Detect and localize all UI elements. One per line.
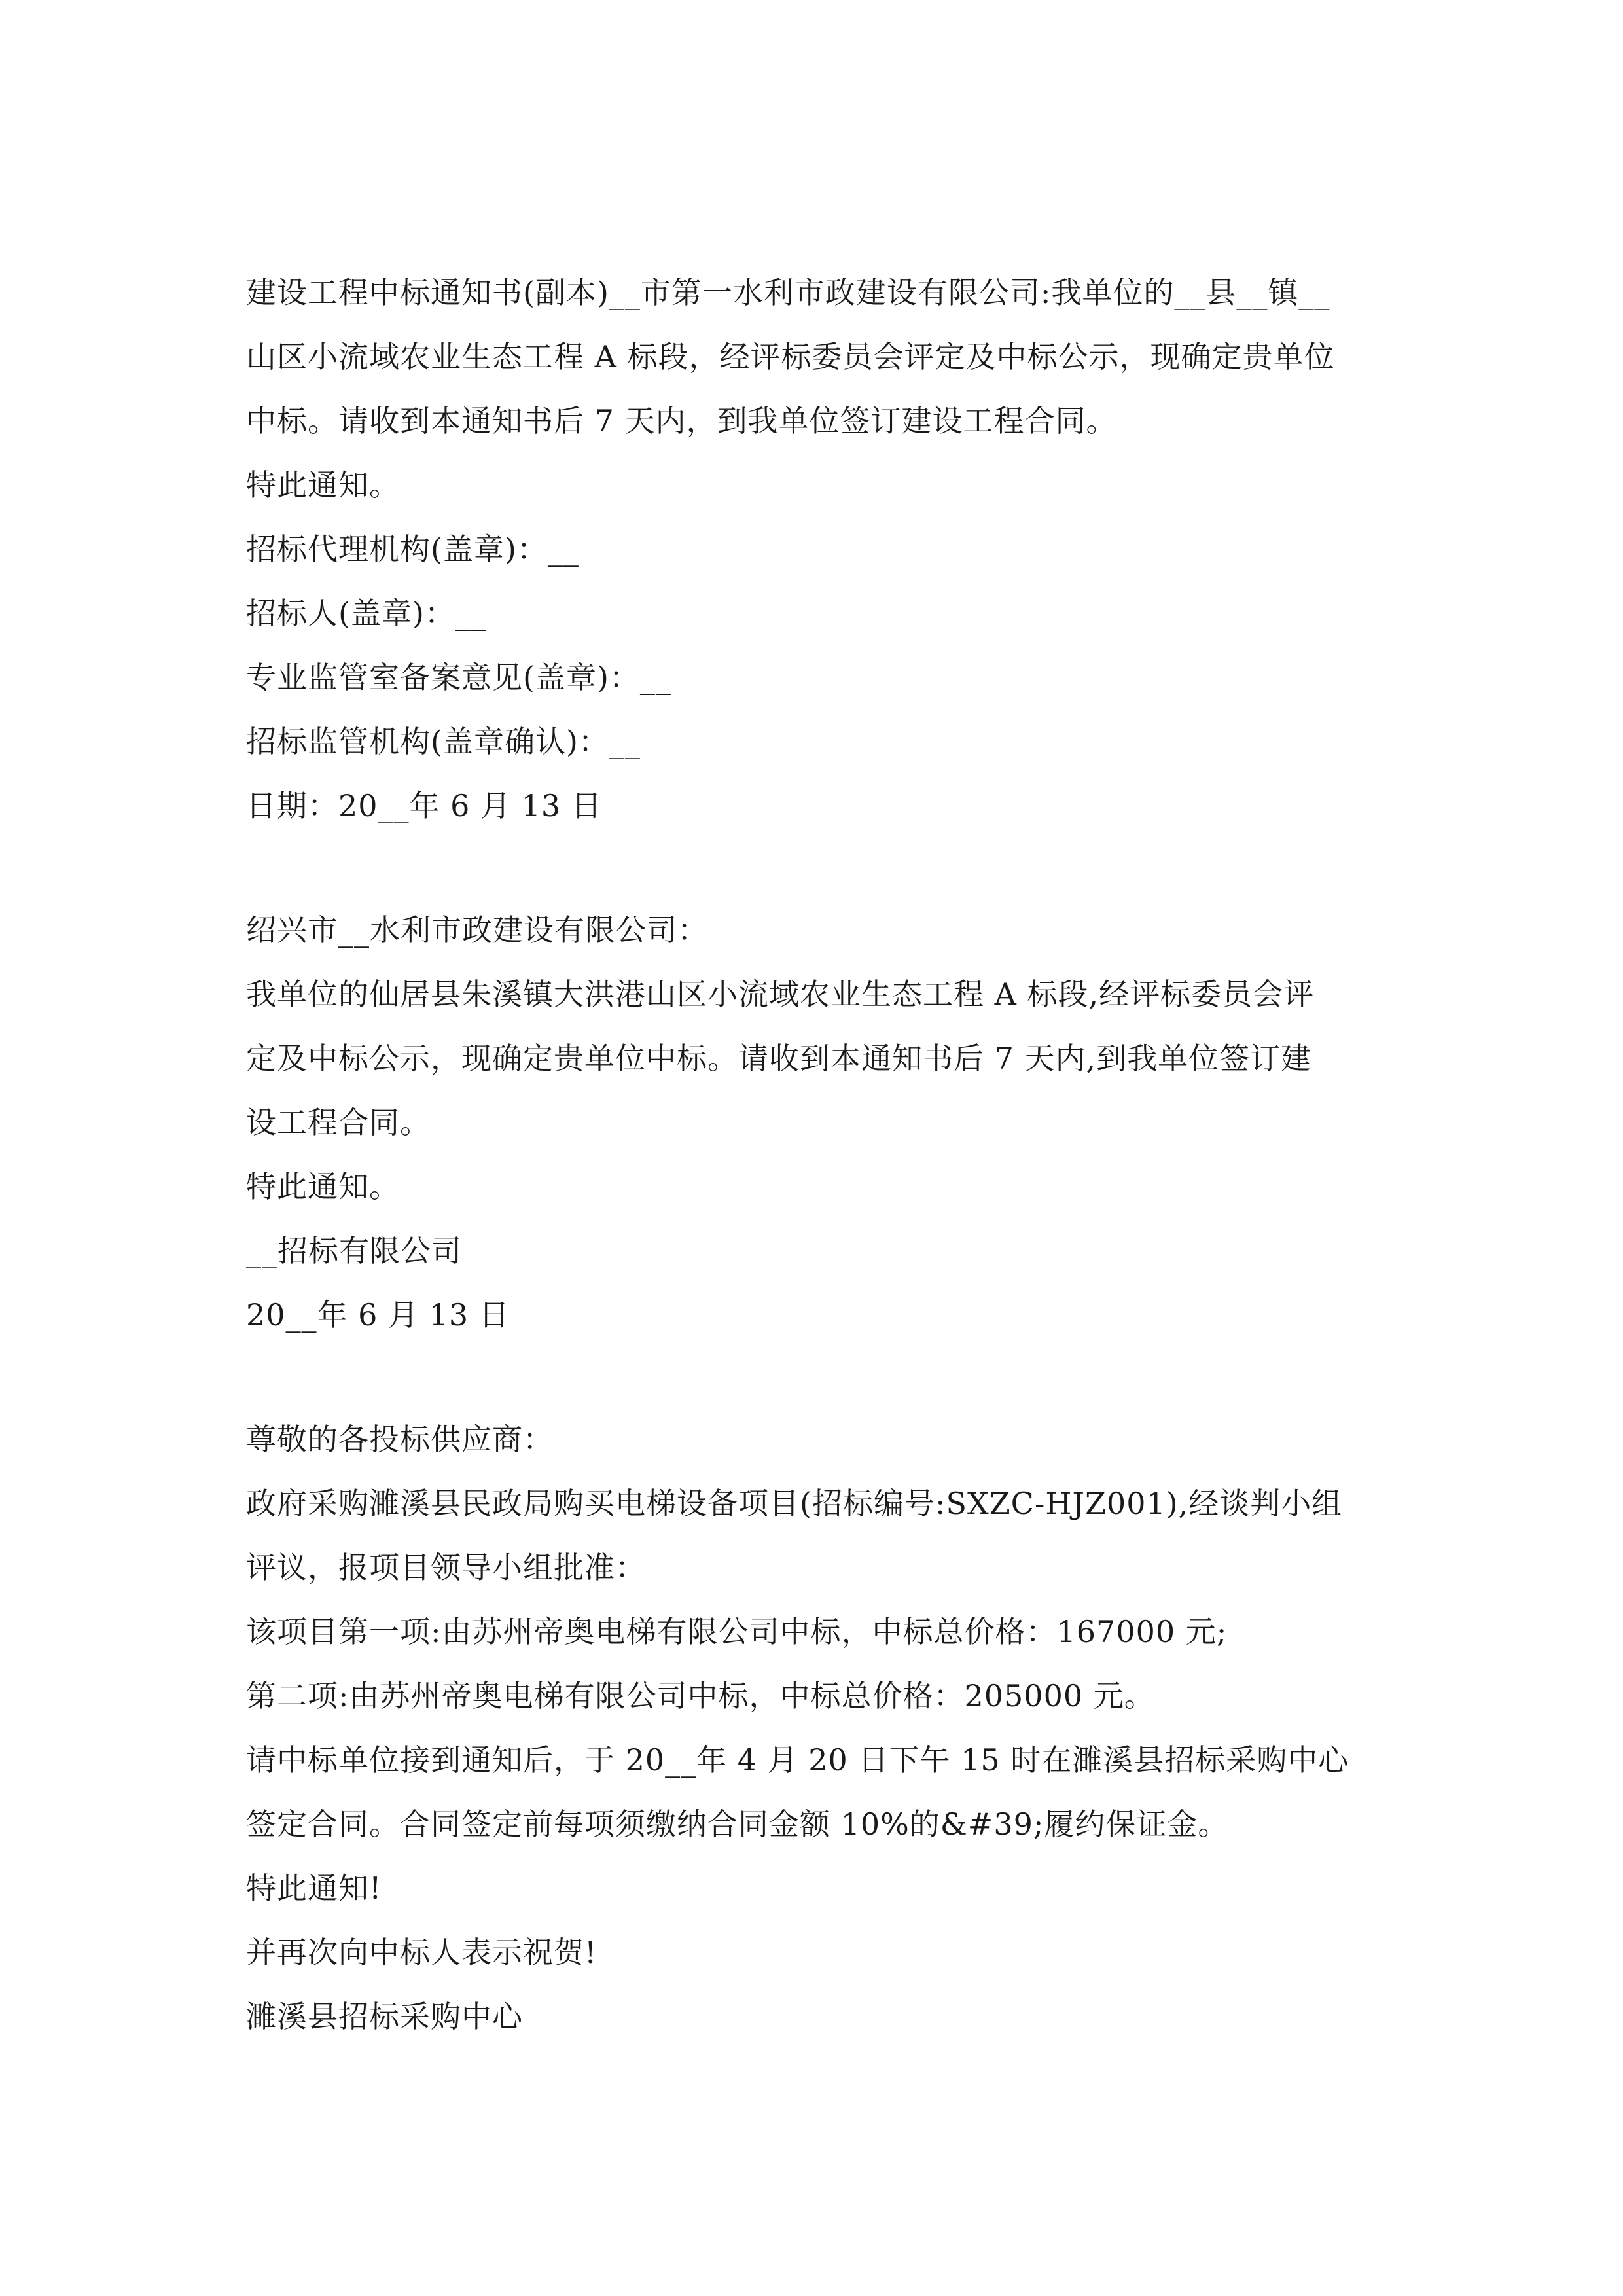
paragraph-line: 建设工程中标通知书(副本)__市第一水利市政建设有限公司:我单位的__县__镇__ <box>246 275 1330 310</box>
paragraph-line: 评议，报项目领导小组批准： <box>246 1550 646 1585</box>
agency-seal-line: 招标代理机构(盖章)：__ <box>246 531 579 567</box>
closing-line: 特此通知! <box>246 1871 382 1906</box>
paragraph-line: 签定合同。合同签定前每项须缴纳合同金额 10%的&#39;履约保证金。 <box>246 1806 1229 1842</box>
supervision-office-line: 专业监管室备案意见(盖章)：__ <box>246 660 671 695</box>
notice-shaoxing-company <box>246 898 1385 1347</box>
item-one-line: 该项目第一项:由苏州帝奥电梯有限公司中标，中标总价格：167000 元; <box>246 1614 1228 1649</box>
paragraph-line: 我单位的仙居县朱溪镇大洪港山区小流域农业生态工程 A 标段,经评标委员会评 <box>246 977 1315 1012</box>
closing-line: 特此通知。 <box>246 1169 400 1204</box>
paragraph-line: 设工程合同。 <box>246 1105 431 1140</box>
salutation-line: 尊敬的各投标供应商： <box>246 1422 554 1457</box>
paragraph-line: 政府采购濉溪县民政局购买电梯设备项目(招标编号:SXZC-HJZ001),经谈判小组 <box>246 1486 1343 1521</box>
tenderer-seal-line: 招标人(盖章)：__ <box>246 596 487 631</box>
salutation-line: 绍兴市__水利市政建设有限公司： <box>246 912 708 948</box>
paragraph-line: 山区小流域农业生态工程 A 标段，经评标委员会评定及中标公示，现确定贵单位 <box>246 339 1335 374</box>
notice-elevator-procurement <box>246 1407 1385 2049</box>
date-line: 日期：20__年 6 月 13 日 <box>246 788 602 823</box>
supervision-agency-line: 招标监管机构(盖章确认)：__ <box>246 724 641 759</box>
paragraph-line: 请中标单位接到通知后，于 20__年 4 月 20 日下午 15 时在濉溪县招标采购中心 <box>246 1742 1349 1778</box>
item-two-line: 第二项:由苏州帝奥电梯有限公司中标，中标总价格：205000 元。 <box>246 1678 1155 1713</box>
signature-line: __招标有限公司 <box>246 1233 462 1268</box>
notice-bid-award-copy <box>246 260 1385 838</box>
signature-line: 濉溪县招标采购中心 <box>246 1999 523 2034</box>
paragraph-line: 定及中标公示，现确定贵单位中标。请收到本通知书后 7 天内,到我单位签订建 <box>246 1041 1312 1076</box>
congratulation-line: 并再次向中标人表示祝贺! <box>246 1935 597 1970</box>
date-line: 20__年 6 月 13 日 <box>246 1297 510 1333</box>
closing-line: 特此通知。 <box>246 467 400 503</box>
paragraph-line: 中标。请收到本通知书后 7 天内，到我单位签订建设工程合同。 <box>246 403 1117 439</box>
